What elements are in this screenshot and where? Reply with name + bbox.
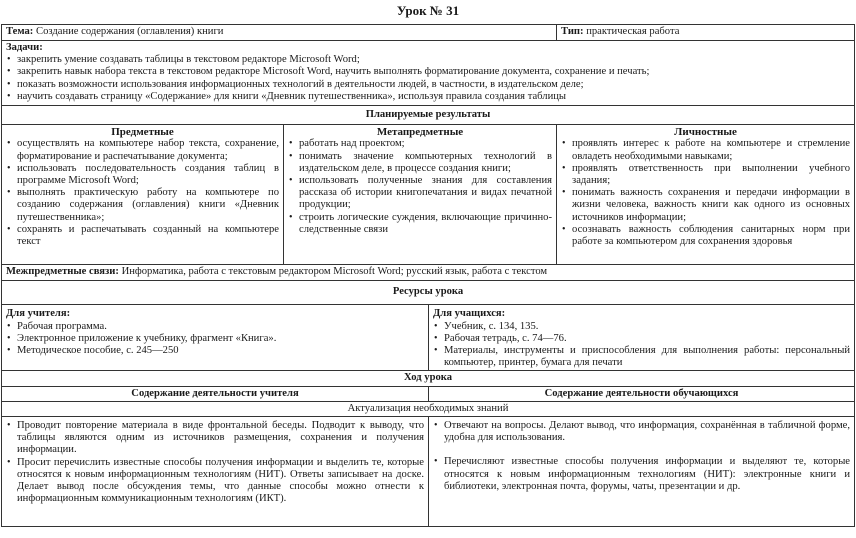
- resources-heading-row: [2, 281, 855, 305]
- meta-result-item: • строить логические суждения, включающие причинно-следственные связи: [288, 212, 552, 236]
- student-resources-label: Для учащихся:: [433, 308, 506, 320]
- meta-results-cell: [284, 125, 557, 265]
- student-resource-item: • Материалы, инструменты и приспособления для выполнения работы: персональный компьютер, принтер, бумага для печати: [433, 345, 850, 369]
- lesson-flow-columns-row: [2, 386, 855, 401]
- teacher-activity-item: • Просит перечислить известные способы получения информации и выделить те, которые относятся к новым информационным технологиям (НИТ). Ответы записывает на доске. Делает вывод после обсуждения темы, что данные способы можно отнести к информационным коммуникационным технологиям (ИКТ).: [6, 457, 424, 506]
- student-resources-list: [433, 321, 850, 370]
- meta-result-item: • работать над проектом;: [288, 138, 552, 150]
- meta-results-list: [288, 138, 552, 236]
- type-value: практическая работа: [586, 26, 680, 37]
- student-resources-cell: [429, 305, 855, 371]
- interdisciplinary-label: Межпредметные связи:: [6, 266, 119, 278]
- type-label: Тип:: [561, 26, 584, 37]
- teacher-resource-item: • Методическое пособие, с. 245—250: [6, 345, 424, 357]
- planned-results-heading-row: [2, 106, 855, 125]
- topic-value: Создание содержания (оглавления) книги: [36, 26, 224, 37]
- personal-result-item: • осознавать важность соблюдения санитарных норм при работе за компьютером для сохранения здоровья: [561, 224, 850, 248]
- lesson-plan-table: [1, 24, 855, 527]
- task-item: • закрепить навык набора текста в текстовом редакторе Microsoft Word, научить выполнять форматирование документа, сохранение и печать;: [6, 66, 850, 78]
- resources-heading: Ресурсы урока: [2, 281, 855, 305]
- meta-result-item: • использовать полученные знания для составления рассказа об истории книгопечатания и видах печатной продукции;: [288, 175, 552, 212]
- subject-result-item: • использовать последовательность создания таблиц в программе Microsoft Word;: [6, 163, 279, 187]
- task-item: • научить создавать страницу «Содержание» для книги «Дневник путешественника», используя правила создания таблицы: [6, 91, 850, 103]
- personal-result-item: • проявлять интерес к работе на компьютере и стремление овладеть необходимыми навыками;: [561, 138, 850, 162]
- student-resource-item: • Рабочая тетрадь, с. 74—76.: [433, 333, 850, 345]
- teacher-resource-item: • Электронное приложение к учебнику, фрагмент «Книга».: [6, 333, 424, 345]
- teacher-resource-item: • Рабочая программа.: [6, 321, 424, 333]
- student-activities-list: [433, 420, 850, 493]
- activities-row: [2, 417, 855, 527]
- student-activity-item: • Перечисляют известные способы получения информации и выделяют те, которые относятся к новым информационным технологиям (НИТ): электронные книги и библиотеки, электронная почта, форумы, чаты, презентации и др.: [433, 456, 850, 493]
- personal-results-heading: Личностные: [674, 126, 737, 139]
- stage-row: [2, 401, 855, 416]
- stage-label: Актуализация необходимых знаний: [2, 401, 855, 416]
- subject-result-item: • осуществлять на компьютере набор текста, сохранение, форматирование и распечатывание документа;: [6, 138, 279, 162]
- tasks-label: Задачи:: [6, 42, 43, 53]
- teacher-resources-list: [6, 321, 424, 358]
- type-cell: [557, 25, 855, 41]
- topic-row: [2, 25, 855, 41]
- subject-result-item: • сохранять и распечатывать созданный на компьютере текст: [6, 224, 279, 248]
- interdisciplinary-value: Информатика, работа с текстовым редактором Microsoft Word; русский язык, работа с текстом: [121, 266, 548, 278]
- personal-results-cell: [557, 125, 855, 265]
- teacher-activities-cell: [2, 417, 429, 527]
- teacher-resources-label: Для учителя:: [6, 308, 71, 320]
- subject-results-list: [6, 138, 279, 248]
- teacher-activity-header: Содержание деятельности учителя: [2, 386, 429, 401]
- task-item: • показать возможности использования информационных технологий в деятельности людей, в частности, в издательском деле;: [6, 79, 850, 91]
- planned-results-heading: Планируемые результаты: [2, 106, 855, 125]
- personal-result-item: • понимать важность сохранения и передачи информации в жизни человека, важность книги как одного из основных источников информации;: [561, 187, 850, 224]
- teacher-activity-item: • Проводит повторение материала в виде фронтальной беседы. Подводит к выводу, что таблицы являются одним из источников размещения, сохранения и получения информации.: [6, 420, 424, 457]
- subject-results-heading: Предметные: [111, 126, 174, 139]
- subject-results-cell: [2, 125, 284, 265]
- topic-cell: [2, 25, 557, 41]
- topic-label: Тема:: [6, 26, 34, 37]
- interdisciplinary-cell: [2, 265, 855, 281]
- student-activities-cell: [429, 417, 855, 527]
- interdisciplinary-row: [2, 265, 855, 281]
- tasks-cell: [2, 41, 855, 106]
- teacher-resources-cell: [2, 305, 429, 371]
- lesson-flow-heading: Ход урока: [2, 371, 855, 386]
- student-activity-header: Содержание деятельности обучающихся: [429, 386, 855, 401]
- teacher-activities-list: [6, 420, 424, 505]
- meta-result-item: • понимать значение компьютерных технологий в издательском деле, в процессе создания книги;: [288, 151, 552, 175]
- student-activity-item: • Отвечают на вопросы. Делают вывод, что информация, сохранённая в табличной форме, удобна для использования.: [433, 420, 850, 444]
- meta-results-heading: Метапредметные: [376, 126, 464, 139]
- lesson-flow-heading-row: [2, 371, 855, 386]
- task-item: • закрепить умение создавать таблицы в текстовом редакторе Microsoft Word;: [6, 54, 850, 66]
- subject-result-item: • выполнять практическую работу на компьютере по созданию содержания (оглавления) книги «Дневник путешественника»;: [6, 187, 279, 224]
- planned-results-row: [2, 125, 855, 265]
- tasks-row: [2, 41, 855, 106]
- personal-result-item: • проявлять ответственность при выполнении учебного задания;: [561, 163, 850, 187]
- page-title: Урок № 31: [396, 3, 460, 18]
- tasks-list: [6, 54, 850, 103]
- personal-results-list: [561, 138, 850, 248]
- resources-row: [2, 305, 855, 371]
- student-resource-item: • Учебник, с. 134, 135.: [433, 321, 850, 333]
